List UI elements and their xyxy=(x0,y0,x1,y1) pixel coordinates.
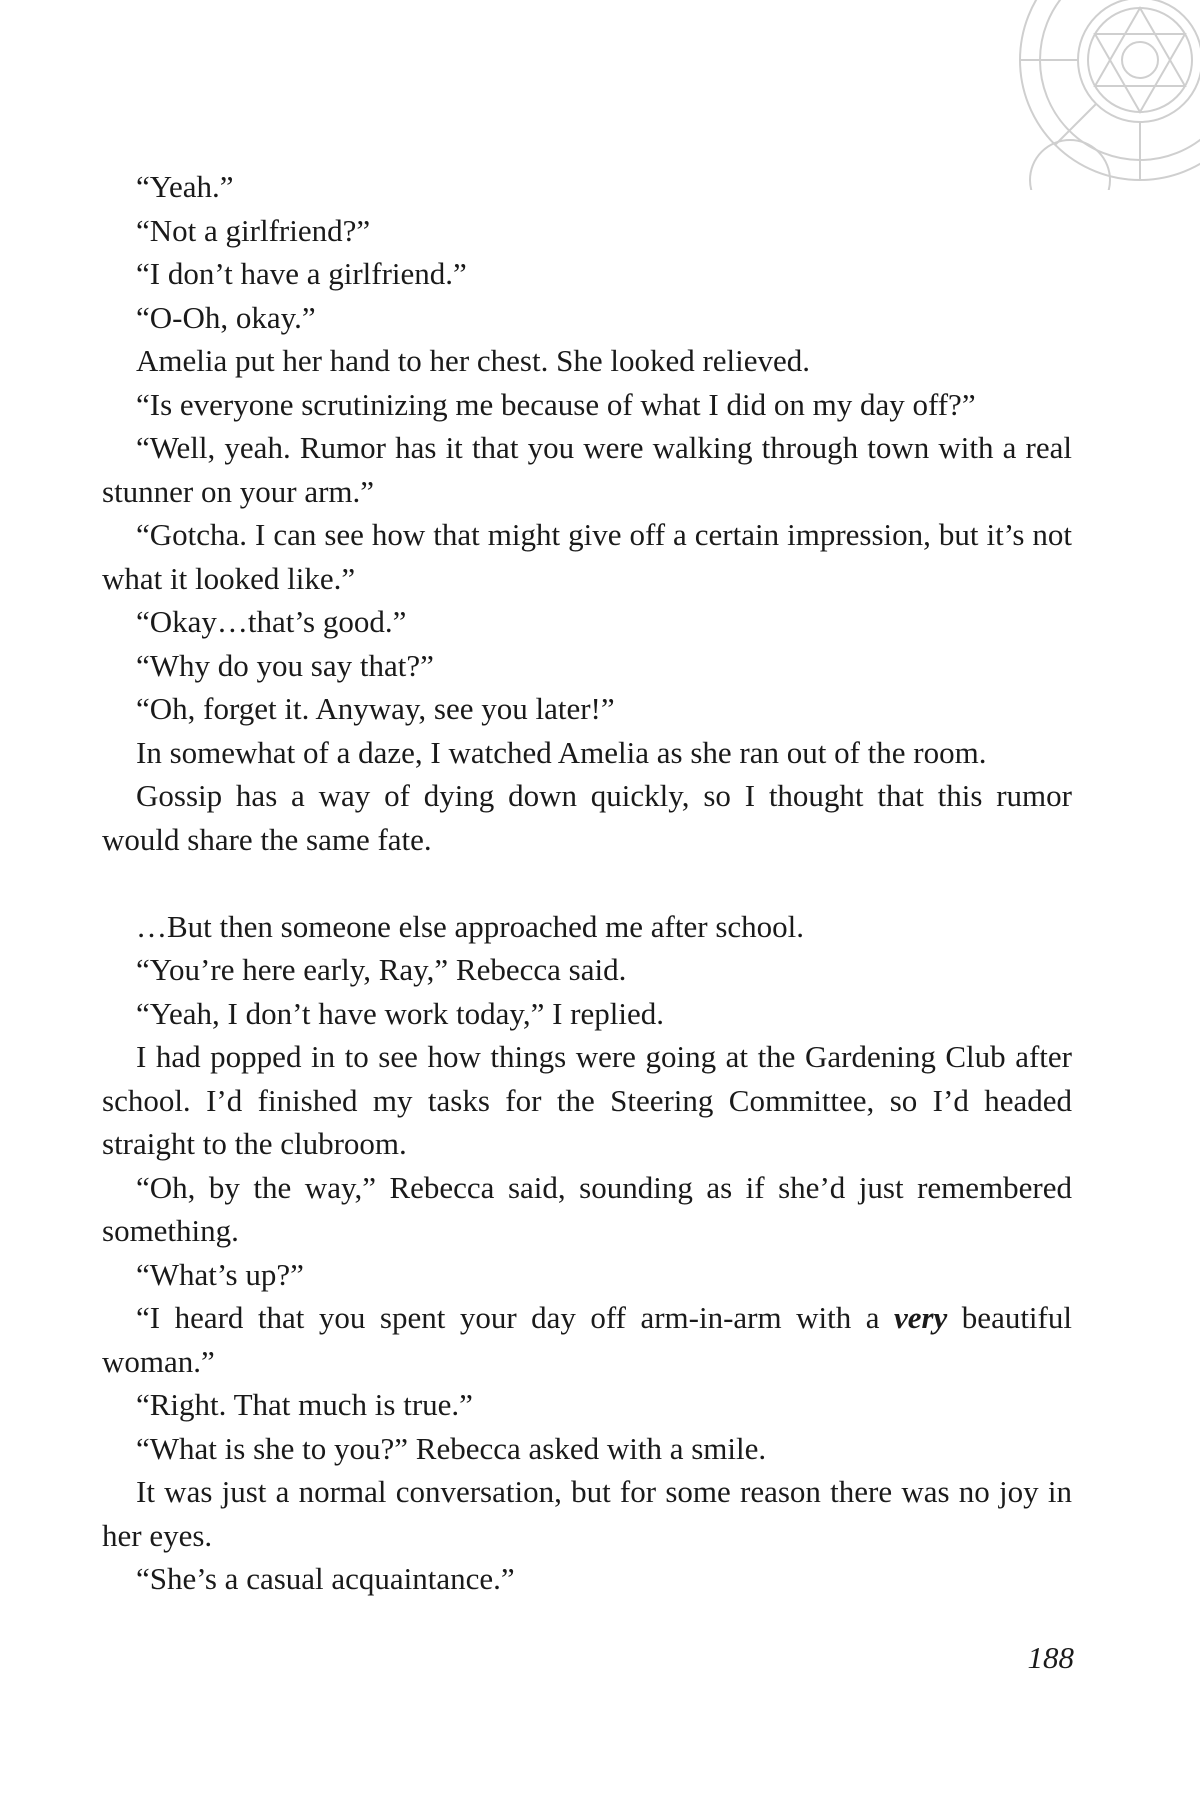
paragraph: “I don’t have a girlfriend.” xyxy=(136,256,467,291)
body-text xyxy=(102,165,1072,1601)
paragraph: “O-Oh, okay.” xyxy=(136,299,316,335)
paragraph-text: “I heard that you spent your day off arm-in-arm with a xyxy=(136,1300,894,1335)
paragraph-text: beautiful woman.” xyxy=(102,1300,1072,1379)
paragraph: “Right. That much is true.” xyxy=(136,1387,473,1422)
paragraph: “Not a girlfriend?” xyxy=(136,212,371,248)
magic-circle-ornament-icon xyxy=(1010,0,1200,190)
paragraph: I had popped in to see how things were going at the Gardening Club after school. I’d finished my tasks for the Steering Committee, so I’d headed straight to the clubroom. xyxy=(102,1039,1072,1161)
paragraph: “Well, yeah. Rumor has it that you were walking through town with a real stunner on your arm.” xyxy=(102,430,1072,509)
paragraph: “You’re here early, Ray,” Rebecca said. xyxy=(136,952,627,987)
paragraph: “Yeah, I don’t have work today,” I replied. xyxy=(136,995,664,1031)
paragraph: “Oh, forget it. Anyway, see you later!” xyxy=(136,691,615,726)
paragraph: …But then someone else approached me after school. xyxy=(136,908,804,944)
paragraph: “Oh, by the way,” Rebecca said, sounding as if she’d just remembered something. xyxy=(102,1169,1072,1248)
paragraph: “Gotcha. I can see how that might give off a certain impression, but it’s not what it looked like.” xyxy=(102,517,1072,596)
paragraph xyxy=(102,1296,1072,1383)
paragraph: Gossip has a way of dying down quickly, so I thought that this rumor would share the same fate. xyxy=(102,778,1072,857)
paragraph: “What’s up?” xyxy=(136,1256,304,1292)
page-number: 188 xyxy=(1027,1640,1074,1675)
paragraph: “Okay…that’s good.” xyxy=(136,604,407,639)
paragraph: “Why do you say that?” xyxy=(136,647,434,683)
paragraph: In somewhat of a daze, I watched Amelia as she ran out of the room. xyxy=(136,734,987,770)
paragraph: Amelia put her hand to her chest. She looked relieved. xyxy=(136,343,811,378)
paragraph: “She’s a casual acquaintance.” xyxy=(136,1561,515,1596)
emphasis: very xyxy=(893,1300,948,1335)
paragraph: “What is she to you?” Rebecca asked with a smile. xyxy=(136,1430,767,1466)
paragraph: “Is everyone scrutinizing me because of what I did on my day off?” xyxy=(136,386,976,422)
paragraph: “Yeah.” xyxy=(136,169,234,204)
paragraph: It was just a normal conversation, but for some reason there was no joy in her eyes. xyxy=(102,1474,1072,1553)
